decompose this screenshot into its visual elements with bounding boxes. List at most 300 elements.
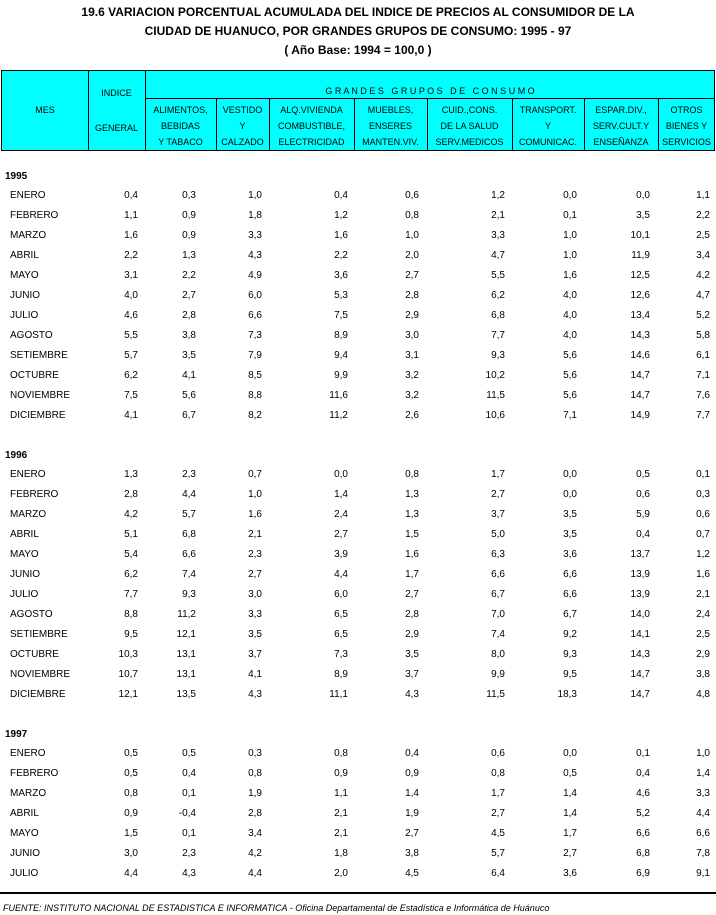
month-label: FEBRERO [10,768,59,779]
value-cell: 2,8 [248,808,262,819]
value-cell: 5,7 [491,848,505,859]
header-group-1-line-0: VESTIDO [222,105,263,115]
table-row [0,808,716,828]
value-cell: 7,6 [696,390,710,401]
value-cell: 1,4 [563,788,577,799]
header-group-6-line-1: SERV.CULT.Y [592,121,650,131]
value-cell: 6,6 [696,828,710,839]
value-cell: 8,2 [248,410,262,421]
value-cell: 12,1 [118,689,138,700]
value-cell: 1,3 [124,469,138,480]
value-cell: 4,3 [248,689,262,700]
value-cell: 0,8 [124,788,138,799]
value-cell: 1,0 [248,190,262,201]
value-cell: 2,1 [248,529,262,540]
value-cell: 7,3 [334,649,348,660]
table-row [0,210,716,230]
value-cell: 0,1 [636,748,650,759]
value-cell: 14,0 [630,609,650,620]
value-cell: 4,2 [248,848,262,859]
value-cell: 0,0 [563,190,577,201]
value-cell: 0,6 [696,509,710,520]
month-label: JUNIO [10,290,40,301]
year-label: 1997 [5,729,28,740]
value-cell: 0,3 [182,190,196,201]
value-cell: 7,7 [491,330,505,341]
value-cell: 1,0 [563,230,577,241]
value-cell: 14,9 [630,410,650,421]
header-group-7-line-0: OTROS [670,105,703,115]
value-cell: 5,6 [563,390,577,401]
value-cell: 3,5 [636,210,650,221]
value-cell: 3,8 [696,669,710,680]
value-cell: 6,6 [248,310,262,321]
value-cell: 6,2 [124,569,138,580]
value-cell: 9,1 [696,868,710,879]
value-cell: 0,6 [636,489,650,500]
value-cell: 0,5 [563,768,577,779]
month-label: JUNIO [10,848,40,859]
value-cell: 1,7 [491,788,505,799]
month-label: MARZO [10,230,47,241]
value-cell: 4,3 [405,689,419,700]
value-cell: 9,5 [124,629,138,640]
table-row [0,529,716,549]
value-cell: 7,5 [124,390,138,401]
value-cell: 6,2 [491,290,505,301]
value-cell: 4,3 [182,868,196,879]
value-cell: 18,3 [557,689,577,700]
value-cell: 6,6 [636,828,650,839]
value-cell: 3,5 [182,350,196,361]
value-cell: 9,3 [563,649,577,660]
value-cell: 2,0 [334,868,348,879]
value-cell: 3,0 [248,589,262,600]
month-label: ENERO [10,190,46,201]
value-cell: 0,8 [334,748,348,759]
value-cell: 1,4 [334,489,348,500]
value-cell: 6,8 [491,310,505,321]
base-year-note: ( Año Base: 1994 = 100,0 ) [284,43,432,57]
header-indice: INDICE [101,88,132,98]
value-cell: 6,2 [124,370,138,381]
value-cell: 3,8 [182,330,196,341]
value-cell: 4,4 [124,868,138,879]
value-cell: 5,4 [124,549,138,560]
month-label: ABRIL [10,808,39,819]
value-cell: 3,6 [563,868,577,879]
value-cell: 6,8 [636,848,650,859]
value-cell: 9,5 [563,669,577,680]
value-cell: 0,0 [563,469,577,480]
value-cell: 5,1 [124,529,138,540]
table-row [0,390,716,410]
source-note: FUENTE: INSTITUTO NACIONAL DE ESTADISTICA E INFORMATICA - Oficina Departamental de Estadística e Informática de Huánuco [3,903,550,913]
value-cell: 3,3 [248,230,262,241]
value-cell: 7,7 [124,589,138,600]
header-group-4-line-2: SERV.MEDICOS [435,137,504,147]
value-cell: 8,9 [334,669,348,680]
value-cell: 1,9 [405,808,419,819]
value-cell: 1,7 [563,828,577,839]
value-cell: 4,0 [124,290,138,301]
value-cell: 3,6 [563,549,577,560]
value-cell: 6,0 [334,589,348,600]
value-cell: 2,7 [491,489,505,500]
value-cell: 1,3 [405,489,419,500]
value-cell: 7,3 [248,330,262,341]
value-cell: 2,7 [405,270,419,281]
header-group-2-line-1: COMBUSTIBLE, [277,121,345,131]
table-row [0,828,716,848]
value-cell: 10,6 [485,410,505,421]
value-cell: 0,4 [334,190,348,201]
value-cell: 14,3 [630,330,650,341]
value-cell: 2,7 [405,589,419,600]
value-cell: 9,9 [334,370,348,381]
value-cell: 0,5 [636,469,650,480]
value-cell: 3,4 [696,250,710,261]
value-cell: 1,2 [491,190,505,201]
value-cell: 1,5 [124,828,138,839]
table-row [0,589,716,609]
value-cell: 1,7 [405,569,419,580]
value-cell: 4,2 [696,270,710,281]
value-cell: 1,8 [334,848,348,859]
value-cell: 7,9 [248,350,262,361]
header-group-7-line-1: BIENES Y [665,121,708,131]
value-cell: 14,7 [630,669,650,680]
value-cell: 3,5 [405,649,419,660]
month-label: MAYO [10,549,39,560]
value-cell: -0,4 [178,808,196,819]
value-cell: 5,6 [563,350,577,361]
value-cell: 9,9 [491,669,505,680]
value-cell: 2,7 [182,290,196,301]
value-cell: 4,7 [491,250,505,261]
value-cell: 10,3 [118,649,138,660]
month-label: ABRIL [10,250,39,261]
value-cell: 4,1 [124,410,138,421]
value-cell: 7,5 [334,310,348,321]
month-label: MARZO [10,509,47,520]
table-row [0,848,716,868]
value-cell: 0,0 [563,489,577,500]
value-cell: 10,1 [630,230,650,241]
value-cell: 5,0 [491,529,505,540]
value-cell: 1,6 [405,549,419,560]
value-cell: 4,1 [182,370,196,381]
table-row [0,250,716,270]
value-cell: 3,8 [405,848,419,859]
month-label: NOVIEMBRE [10,669,71,680]
value-cell: 4,4 [696,808,710,819]
value-cell: 3,2 [405,370,419,381]
value-cell: 2,1 [696,589,710,600]
value-cell: 2,2 [696,210,710,221]
value-cell: 1,8 [248,210,262,221]
value-cell: 0,0 [563,748,577,759]
value-cell: 6,6 [491,569,505,580]
value-cell: 2,8 [182,310,196,321]
table-row [0,230,716,250]
header-group-5-line-1: Y [544,121,551,131]
value-cell: 9,4 [334,350,348,361]
value-cell: 0,4 [636,768,650,779]
value-cell: 2,2 [182,270,196,281]
value-cell: 0,9 [182,210,196,221]
value-cell: 2,2 [334,250,348,261]
value-cell: 6,3 [491,549,505,560]
value-cell: 6,0 [248,290,262,301]
header-group-3-line-2: MANTEN.VIV. [362,137,419,147]
value-cell: 6,5 [334,609,348,620]
value-cell: 5,5 [124,330,138,341]
month-label: JUNIO [10,569,40,580]
value-cell: 1,4 [405,788,419,799]
header-grandes-grupos: G R A N D E S G R U P O S D E C O N S U M O [325,86,535,96]
header-group-7-line-2: SERVICIOS [662,137,711,147]
value-cell: 4,5 [491,828,505,839]
table-row [0,748,716,768]
value-cell: 11,9 [631,250,650,261]
month-label: ENERO [10,469,46,480]
value-cell: 0,8 [405,210,419,221]
year-label: 1996 [5,450,28,461]
value-cell: 0,8 [491,768,505,779]
value-cell: 1,0 [248,489,262,500]
table-row [0,649,716,669]
value-cell: 2,5 [696,230,710,241]
value-cell: 1,0 [696,748,710,759]
value-cell: 6,1 [696,350,710,361]
value-cell: 5,8 [696,330,710,341]
value-cell: 1,9 [248,788,262,799]
value-cell: 2,3 [182,469,196,480]
value-cell: 2,1 [491,210,505,221]
value-cell: 2,3 [248,549,262,560]
value-cell: 8,9 [334,330,348,341]
value-cell: 6,7 [563,609,577,620]
table-row [0,868,716,888]
value-cell: 14,1 [630,629,650,640]
value-cell: 0,8 [248,768,262,779]
value-cell: 7,1 [563,410,577,421]
header-group-4-line-1: DE LA SALUD [440,121,499,131]
value-cell: 4,4 [248,868,262,879]
value-cell: 4,0 [563,330,577,341]
value-cell: 5,6 [563,370,577,381]
value-cell: 2,7 [405,828,419,839]
month-label: SETIEMBRE [10,350,68,361]
value-cell: 5,7 [182,509,196,520]
table-row [0,489,716,509]
month-label: FEBRERO [10,489,59,500]
month-label: MAYO [10,270,39,281]
table-row [0,629,716,649]
value-cell: 2,7 [491,808,505,819]
table-row [0,310,716,330]
value-cell: 0,5 [124,748,138,759]
header-group-3-line-1: ENSERES [368,121,412,131]
month-label: FEBRERO [10,210,59,221]
value-cell: 6,9 [636,868,650,879]
value-cell: 7,4 [182,569,196,580]
value-cell: 0,9 [405,768,419,779]
value-cell: 4,1 [248,669,262,680]
value-cell: 3,5 [248,629,262,640]
header-group-0-line-0: ALIMENTOS, [153,105,208,115]
header-group-3-line-0: MUEBLES, [367,105,414,115]
month-label: AGOSTO [10,330,53,341]
table-row [0,788,716,808]
value-cell: 3,1 [124,270,138,281]
value-cell: 0,0 [334,469,348,480]
value-cell: 2,1 [334,808,348,819]
table-row [0,768,716,788]
value-cell: 1,4 [696,768,710,779]
header-mes: MES [35,105,55,115]
header-group-5-line-2: COMUNICAC. [519,137,577,147]
value-cell: 0,0 [636,190,650,201]
value-cell: 0,4 [636,529,650,540]
value-cell: 8,8 [248,390,262,401]
value-cell: 13,1 [176,669,196,680]
value-cell: 1,7 [491,469,505,480]
value-cell: 14,3 [630,649,650,660]
value-cell: 2,8 [405,290,419,301]
table-bottom-rule [0,892,716,894]
value-cell: 13,1 [176,649,196,660]
value-cell: 3,9 [334,549,348,560]
value-cell: 0,1 [696,469,710,480]
value-cell: 6,7 [491,589,505,600]
value-cell: 2,6 [405,410,419,421]
value-cell: 11,5 [486,689,505,700]
month-label: OCTUBRE [10,649,59,660]
header-group-6-line-0: ESPAR.DIV., [595,105,647,115]
value-cell: 8,0 [491,649,505,660]
value-cell: 12,5 [630,270,650,281]
table-row [0,689,716,709]
value-cell: 9,3 [491,350,505,361]
value-cell: 2,7 [334,529,348,540]
value-cell: 3,5 [563,509,577,520]
value-cell: 11,2 [329,410,348,421]
value-cell: 13,9 [630,589,650,600]
value-cell: 3,5 [563,529,577,540]
value-cell: 5,7 [124,350,138,361]
value-cell: 0,1 [563,210,577,221]
value-cell: 9,3 [182,589,196,600]
table-row [0,270,716,290]
value-cell: 1,6 [563,270,577,281]
table-row [0,509,716,529]
value-cell: 2,9 [405,310,419,321]
table-row [0,609,716,629]
header-group-1-line-2: CALZADO [221,137,264,147]
value-cell: 4,9 [248,270,262,281]
month-label: DICIEMBRE [10,410,66,421]
value-cell: 13,4 [630,310,650,321]
value-cell: 10,7 [118,669,138,680]
table-subtitle: CIUDAD DE HUANUCO, POR GRANDES GRUPOS DE CONSUMO: 1995 - 97 [144,24,572,38]
value-cell: 4,6 [124,310,138,321]
value-cell: 6,7 [182,410,196,421]
value-cell: 4,7 [696,290,710,301]
value-cell: 0,4 [405,748,419,759]
value-cell: 0,9 [124,808,138,819]
value-cell: 1,3 [182,250,196,261]
header-group-2-line-2: ELECTRICIDAD [278,137,345,147]
value-cell: 3,7 [491,509,505,520]
value-cell: 0,6 [405,190,419,201]
value-cell: 13,5 [176,689,196,700]
value-cell: 0,9 [334,768,348,779]
header-group-4-line-0: CUID.,CONS. [441,105,498,115]
value-cell: 11,2 [177,609,196,620]
value-cell: 4,5 [405,868,419,879]
header-group-6-line-2: ENSEÑANZA [593,137,649,147]
value-cell: 1,2 [334,210,348,221]
table-row [0,569,716,589]
value-cell: 14,6 [630,350,650,361]
value-cell: 2,8 [405,609,419,620]
value-cell: 2,7 [248,569,262,580]
header-group-2-line-0: ALQ.VIVIENDA [280,105,343,115]
value-cell: 7,4 [491,629,505,640]
value-cell: 7,7 [696,410,710,421]
value-cell: 0,7 [248,469,262,480]
value-cell: 4,0 [563,290,577,301]
header-group-1-line-1: Y [239,121,246,131]
value-cell: 8,5 [248,370,262,381]
value-cell: 6,6 [563,589,577,600]
value-cell: 1,1 [334,788,348,799]
value-cell: 1,6 [248,509,262,520]
value-cell: 4,2 [124,509,138,520]
table-row [0,370,716,390]
value-cell: 5,9 [636,509,650,520]
year-label: 1995 [5,171,28,182]
value-cell: 1,3 [405,509,419,520]
value-cell: 7,1 [696,370,710,381]
value-cell: 0,6 [491,748,505,759]
month-label: AGOSTO [10,609,53,620]
table-title: 19.6 VARIACION PORCENTUAL ACUMULADA DEL INDICE DE PRECIOS AL CONSUMIDOR DE LA [81,5,635,19]
value-cell: 9,2 [563,629,577,640]
month-label: SETIEMBRE [10,629,68,640]
value-cell: 2,0 [405,250,419,261]
value-cell: 3,1 [405,350,419,361]
value-cell: 14,7 [630,370,650,381]
value-cell: 6,8 [182,529,196,540]
table-row [0,549,716,569]
value-cell: 5,2 [696,310,710,321]
value-cell: 3,0 [124,848,138,859]
value-cell: 1,2 [696,549,710,560]
value-cell: 1,1 [124,210,138,221]
value-cell: 12,6 [630,290,650,301]
header-group-0-line-1: BEBIDAS [160,121,200,131]
value-cell: 0,9 [182,230,196,241]
value-cell: 4,4 [334,569,348,580]
table-row [0,290,716,310]
value-cell: 1,6 [334,230,348,241]
value-cell: 2,2 [124,250,138,261]
header-group-0-line-2: Y TABACO [158,137,203,147]
value-cell: 4,3 [248,250,262,261]
